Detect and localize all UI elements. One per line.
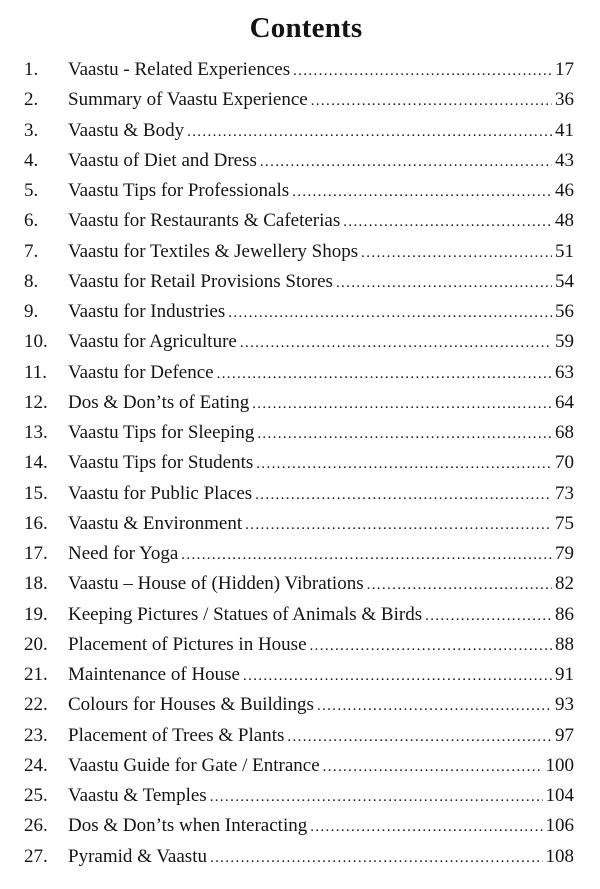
entry-number: 15. xyxy=(24,482,48,504)
toc-entry-19 xyxy=(24,600,574,630)
toc-entry-9 xyxy=(24,297,574,327)
entry-number: 6. xyxy=(24,210,39,232)
toc-entry-23 xyxy=(24,721,574,751)
dot-leader xyxy=(256,449,552,479)
entry-number: 9. xyxy=(24,301,39,322)
entry-number: 2. xyxy=(24,89,39,111)
toc-entry-15 xyxy=(24,479,574,509)
entry-number: 5. xyxy=(24,180,39,201)
toc-entry-1 xyxy=(24,55,574,85)
entry-number: 20. xyxy=(24,633,48,655)
entry-title: Vaastu Tips for Professionals xyxy=(68,180,290,201)
dot-leader xyxy=(310,631,552,661)
entry-number: 23. xyxy=(24,724,48,746)
entry-number: 7. xyxy=(24,240,39,262)
entry-title: Placement of Pictures in House xyxy=(68,633,307,655)
entry-number: 12. xyxy=(24,391,48,413)
dot-leader xyxy=(260,147,552,177)
entry-page-number: 56 xyxy=(555,301,574,322)
entry-page-number: 104 xyxy=(545,785,574,806)
toc-entry-17 xyxy=(24,539,574,569)
toc-entry-8 xyxy=(24,267,574,297)
entry-page-number: 64 xyxy=(555,391,574,413)
entry-page-number: 97 xyxy=(555,724,574,746)
entry-page-number: 82 xyxy=(555,573,574,595)
entry-number: 19. xyxy=(24,603,48,625)
entry-page-number: 100 xyxy=(545,754,574,776)
entry-title: Vaastu – House of (Hidden) Vibrations xyxy=(68,573,364,595)
entry-title: Vaastu for Agriculture xyxy=(68,331,237,353)
entry-page-number: 73 xyxy=(555,482,574,504)
dot-leader xyxy=(425,601,552,631)
entry-page-number: 86 xyxy=(555,603,574,625)
toc-entry-26 xyxy=(24,811,574,841)
dot-leader xyxy=(243,661,552,691)
entry-page-number: 41 xyxy=(555,119,574,141)
dot-leader xyxy=(217,359,552,389)
entry-page-number: 70 xyxy=(555,452,574,474)
entry-number: 27. xyxy=(24,845,48,867)
entry-number: 25. xyxy=(24,785,48,806)
entry-page-number: 59 xyxy=(555,331,574,353)
toc-entry-22 xyxy=(24,690,574,720)
entry-page-number: 17 xyxy=(555,59,574,80)
toc-entry-7 xyxy=(24,237,574,267)
entry-number: 13. xyxy=(24,422,48,443)
dot-leader xyxy=(367,570,552,600)
entry-page-number: 46 xyxy=(555,180,574,201)
toc-entry-16 xyxy=(24,509,574,539)
entry-page-number: 108 xyxy=(545,845,574,867)
entry-title: Colours for Houses & Buildings xyxy=(68,694,314,716)
entry-title: Vaastu for Restaurants & Cafeterias xyxy=(68,210,341,232)
toc-entry-2 xyxy=(24,85,574,115)
toc-entry-14 xyxy=(24,448,574,478)
entry-title: Need for Yoga xyxy=(68,543,179,564)
entry-title: Keeping Pictures / Statues of Animals & Birds xyxy=(68,603,423,625)
dot-leader xyxy=(240,328,552,358)
dot-leader xyxy=(210,782,543,812)
toc-entry-11 xyxy=(24,358,574,388)
dot-leader xyxy=(361,238,552,268)
toc-entry-24 xyxy=(24,751,574,781)
dot-leader xyxy=(187,117,552,147)
entry-number: 4. xyxy=(24,149,39,171)
entry-page-number: 43 xyxy=(555,149,574,171)
dot-leader xyxy=(228,298,552,328)
dot-leader xyxy=(181,540,552,570)
table-of-contents xyxy=(24,55,574,872)
toc-entry-13 xyxy=(24,418,574,448)
entry-number: 14. xyxy=(24,452,48,474)
entry-title: Maintenance of House xyxy=(68,664,240,685)
entry-title: Dos & Don’ts of Eating xyxy=(68,391,250,413)
entry-title: Vaastu for Retail Provisions Stores xyxy=(68,270,333,292)
entry-page-number: 68 xyxy=(555,422,574,443)
entry-page-number: 36 xyxy=(555,89,574,111)
entry-page-number: 63 xyxy=(555,361,574,383)
toc-entry-27 xyxy=(24,842,574,872)
dot-leader xyxy=(311,86,552,116)
entry-title: Pyramid & Vaastu xyxy=(68,845,207,867)
entry-page-number: 88 xyxy=(555,633,574,655)
entry-title: Placement of Trees & Plants xyxy=(68,724,285,746)
entry-title: Summary of Vaastu Experience xyxy=(68,89,308,111)
entry-page-number: 54 xyxy=(555,270,574,292)
toc-entry-6 xyxy=(24,206,574,236)
entry-number: 18. xyxy=(24,573,48,595)
entry-title: Vaastu for Industries xyxy=(68,301,226,322)
dot-leader xyxy=(310,812,542,842)
entry-title: Vaastu for Public Places xyxy=(68,482,253,504)
dot-leader xyxy=(255,480,552,510)
entry-title: Vaastu & Temples xyxy=(68,785,207,806)
entry-title: Vaastu Tips for Sleeping xyxy=(68,422,255,443)
entry-title: Vaastu - Related Experiences xyxy=(68,59,291,80)
entry-number: 3. xyxy=(24,119,39,141)
entry-title: Vaastu & Environment xyxy=(68,512,243,534)
dot-leader xyxy=(252,389,552,419)
page-title: Contents xyxy=(249,12,363,44)
entry-title: Vaastu Tips for Students xyxy=(68,452,254,474)
dot-leader xyxy=(323,752,543,782)
entry-number: 1. xyxy=(24,59,39,80)
toc-entry-18 xyxy=(24,569,574,599)
entry-page-number: 93 xyxy=(555,694,574,716)
dot-leader xyxy=(245,510,552,540)
entry-title: Vaastu of Diet and Dress xyxy=(68,149,257,171)
entry-number: 22. xyxy=(24,694,48,716)
toc-entry-3 xyxy=(24,116,574,146)
dot-leader xyxy=(343,207,552,237)
entry-number: 11. xyxy=(24,361,48,383)
entry-title: Vaastu for Defence xyxy=(68,361,214,383)
toc-entry-20 xyxy=(24,630,574,660)
entry-title: Vaastu & Body xyxy=(68,119,185,141)
toc-entry-4 xyxy=(24,146,574,176)
dot-leader xyxy=(210,843,543,873)
entry-title: Dos & Don’ts when Interacting xyxy=(68,815,308,837)
toc-entry-5 xyxy=(24,176,574,206)
dot-leader xyxy=(287,722,552,752)
entry-number: 10. xyxy=(24,331,48,353)
dot-leader xyxy=(336,268,552,298)
entry-page-number: 48 xyxy=(555,210,574,232)
toc-entry-21 xyxy=(24,660,574,690)
entry-page-number: 75 xyxy=(555,512,574,534)
toc-entry-12 xyxy=(24,388,574,418)
entry-title: Vaastu for Textiles & Jewellery Shops xyxy=(68,240,359,262)
toc-entry-10 xyxy=(24,327,574,357)
entry-number: 21. xyxy=(24,664,48,685)
entry-number: 8. xyxy=(24,270,39,292)
entry-number: 26. xyxy=(24,815,48,837)
entry-page-number: 106 xyxy=(545,815,574,837)
entry-number: 17. xyxy=(24,543,48,564)
dot-leader xyxy=(257,419,552,449)
dot-leader xyxy=(293,56,552,86)
entry-number: 16. xyxy=(24,512,48,534)
dot-leader xyxy=(292,177,552,207)
entry-title: Vaastu Guide for Gate / Entrance xyxy=(68,754,320,776)
entry-number: 24. xyxy=(24,754,48,776)
toc-entry-25 xyxy=(24,781,574,811)
entry-page-number: 79 xyxy=(555,543,574,564)
dot-leader xyxy=(317,691,552,721)
entry-page-number: 91 xyxy=(555,664,574,685)
entry-page-number: 51 xyxy=(555,240,574,262)
